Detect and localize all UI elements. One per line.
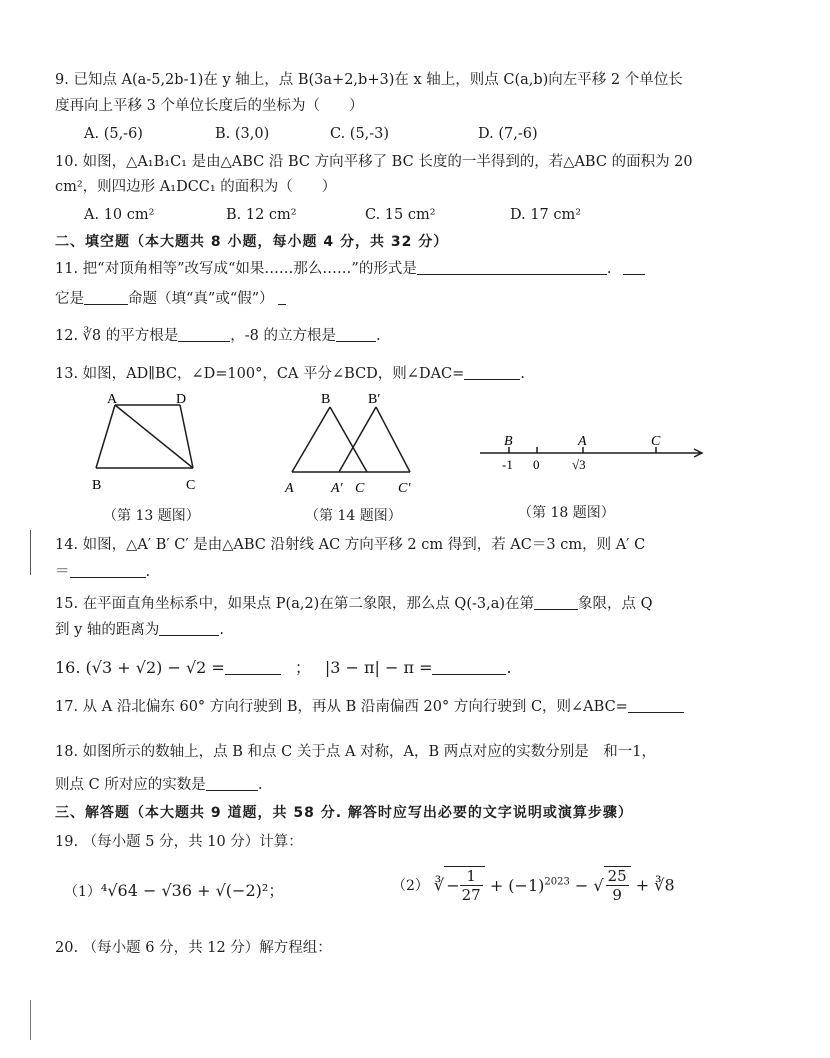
fig13-label-c: C <box>186 478 196 493</box>
q19-part1-label: （1） <box>64 884 101 900</box>
q15-line1 <box>55 594 653 614</box>
q12-text-a: 12. ∛8 的平方根是 <box>55 328 179 344</box>
q9-option-d: D. (7,-6) <box>478 126 538 142</box>
q15-text-c: 到 y 轴的距离为 <box>55 622 160 638</box>
fig18-label-c: C <box>651 434 661 449</box>
q19-part2-den-1: 27 <box>461 886 481 904</box>
fig13-label-d: D <box>176 392 187 407</box>
q14-equals: ＝ <box>55 564 70 580</box>
q18-text: 则点 C 所对应的实数是 <box>55 777 206 793</box>
q15-text-a: 15. 在平面直角坐标系中，如果点 P(a,2)在第二象限，那么点 Q(-3,a)在第 <box>55 596 535 612</box>
fig18-label-a: A <box>578 434 587 449</box>
q10-option-b: B. 12 cm² <box>226 207 297 223</box>
q14-line2: ＝ . <box>55 564 151 580</box>
q16-end: . <box>506 658 512 677</box>
q14-blank[interactable] <box>70 563 146 578</box>
q10-line1: 10. 如图，△A₁B₁C₁ 是由△ABC 沿 BC 方向平移了 BC 长度的一半得到的，若△ABC 的面积为 20 <box>55 154 693 170</box>
fig18-number-line <box>480 447 702 457</box>
q10-option-c: C. 15 cm² <box>365 207 436 223</box>
q11-period: . <box>606 261 612 277</box>
q10-option-d: D. 17 cm² <box>510 207 582 223</box>
q16-line <box>55 658 512 678</box>
q17-text: 17. 从 A 沿北偏东 60° 方向行驶到 B，再从 B 沿南偏西 20° 方向行驶到 C，则∠ABC= <box>55 699 628 715</box>
fig14-label-b-prime: B′ <box>368 392 381 407</box>
q11-line1 <box>55 259 645 279</box>
q19-part1 <box>64 878 284 901</box>
q17-blank[interactable] <box>628 698 684 713</box>
margin-mark-bottom <box>30 1000 31 1040</box>
q19-part2-fraction-1 <box>460 867 483 904</box>
fig13-label-a: A <box>107 392 118 407</box>
q11-blank-1b[interactable] <box>623 260 645 275</box>
q19-part2-den-2: 9 <box>612 886 622 904</box>
fig13-trapezoid <box>96 405 193 468</box>
q9-option-a: A. (5,-6) <box>84 126 143 142</box>
fig14-label-a-prime: A′ <box>331 481 343 496</box>
q15-blank-1[interactable] <box>534 595 578 610</box>
fig18-label-b: B <box>504 434 513 449</box>
q12-blank-1[interactable] <box>178 327 230 342</box>
q15-line2 <box>55 620 224 640</box>
q15-blank-2[interactable] <box>159 621 219 636</box>
q19-part2-label: （2） <box>392 878 429 894</box>
q16-blank-1[interactable] <box>225 660 281 675</box>
fig14-label-c: C <box>355 481 365 496</box>
q20-line: 20. （每小题 6 分，共 12 分）解方程组： <box>55 940 332 956</box>
q19-intro: 19. （每小题 5 分，共 10 分）计算： <box>55 834 303 850</box>
section-heading-fill-in: 二、填空题（本大题共 8 小题，每小题 4 分，共 32 分） <box>55 234 449 250</box>
q18-line1: 18. 如图所示的数轴上，点 B 和点 C 关于点 A 对称，A，B 两点对应的实数分别是 和一1， <box>55 744 657 760</box>
fig14-label-b: B <box>321 392 331 407</box>
fig14-label-c-prime: C′ <box>398 481 411 496</box>
fig18-tick-zero: 0 <box>533 457 540 472</box>
q19-part2: （2） ∛ − $\frac{1}{27}$ + $(-1)^{2023}$ − √ $\frac{25}{9}$ + ∛8 <box>392 867 675 904</box>
q19-part2-num-2: 25 <box>607 867 627 885</box>
fig14-triangles <box>292 407 410 472</box>
q13-line <box>55 364 525 384</box>
q9-line1: 9. 已知点 A(a-5,2b-1)在 y 轴上，点 B(3a+2,b+3)在 x 轴上，则点 C(a,b)向左平移 2 个单位长 <box>55 72 683 88</box>
q11-line2 <box>55 289 286 309</box>
q11-text: 11. 把“对顶角相等”改写成“如果……那么……”的形式是 <box>55 261 417 277</box>
section-heading-solve: 三、解答题（本大题共 9 道题，共 58 分. 解答时应写出必要的文字说明或演算步骤） <box>55 805 633 821</box>
q9-line2: 度再向上平移 3 个单位长度后的坐标为（ ） <box>55 98 364 114</box>
q16-blank-2[interactable] <box>432 660 506 675</box>
margin-mark <box>30 530 31 575</box>
q13-text: 13. 如图，AD∥BC，∠D=100°，CA 平分∠BCD，则∠DAC= <box>55 366 465 382</box>
q13-blank[interactable] <box>464 365 520 380</box>
q12-text-c: . <box>375 328 381 344</box>
q11-trailing-line <box>278 290 286 305</box>
q12-text-b: ，-8 的立方根是 <box>230 328 336 344</box>
q11-blank-1[interactable] <box>417 260 607 275</box>
fig14-label-a: A <box>285 481 294 496</box>
q10-line2: cm²，则四边形 A₁DCC₁ 的面积为（ ） <box>55 179 337 195</box>
q16-expr1: (√3 + √2) − √2 = <box>85 658 225 677</box>
q19-part2-tail: + ∛8 <box>635 875 675 895</box>
q16-expr2: |3 − π| − π = <box>324 658 433 677</box>
fig13-caption: （第 13 题图） <box>103 508 200 524</box>
q18-line2 <box>55 775 262 795</box>
q13-end: . <box>520 366 525 382</box>
q16-label: 16. <box>55 658 81 677</box>
q9-option-b: B. (3,0) <box>215 126 270 142</box>
q17-line <box>55 697 684 717</box>
fig18-tick-sqrt3: √3 <box>572 457 586 472</box>
q10-option-a: A. 10 cm² <box>84 207 155 223</box>
q19-part1-expression: ⁴√64 − √36 + √(−2)²； <box>100 881 285 900</box>
fig18-caption: （第 18 题图） <box>518 505 615 521</box>
fig13-label-b: B <box>92 478 102 493</box>
q19-part2-num-1: 1 <box>460 867 483 886</box>
fig18-tick-minus-one: -1 <box>502 457 513 472</box>
q18-end: . <box>257 777 263 793</box>
q11-text-2b: 命题（填“真”或“假”） <box>128 291 274 307</box>
fig14-caption: （第 14 题图） <box>305 508 402 524</box>
q15-end: . <box>219 622 225 638</box>
q18-blank[interactable] <box>206 776 258 791</box>
q11-text-2a: 它是 <box>55 291 84 307</box>
figures-row <box>0 385 830 500</box>
q12-blank-2[interactable] <box>336 327 376 342</box>
q16-separator: ； <box>294 658 311 677</box>
q15-text-b: 象限，点 Q <box>578 596 653 612</box>
q19-part2-fraction-2 <box>606 867 629 904</box>
q11-blank-2[interactable] <box>84 290 128 305</box>
q9-option-c: C. (5,-3) <box>330 126 390 142</box>
q14-line1: 14. 如图，△A′ B′ C′ 是由△ABC 沿射线 AC 方向平移 2 cm 得到，若 AC＝3 cm，则 A′ C <box>55 537 646 553</box>
q12-line <box>55 326 381 346</box>
